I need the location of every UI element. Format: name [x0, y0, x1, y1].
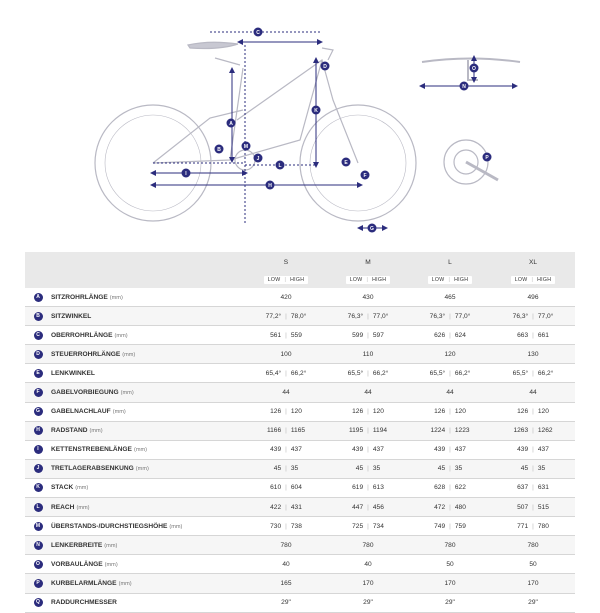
value-cell: [327, 536, 409, 555]
value-low: 120: [444, 350, 456, 358]
row-label: VORBAULÄNGE: [51, 560, 103, 568]
value-cell: 730 | 738: [270, 522, 302, 530]
value-cell: [491, 345, 575, 364]
value-cell: [245, 574, 327, 593]
value-cell: [409, 383, 491, 402]
value-cell: [245, 555, 327, 574]
value-low: 619: [352, 484, 364, 492]
value-cell: 76,3° | 77,0°: [512, 312, 554, 320]
value-cell: 439 | 437: [352, 446, 384, 454]
value-cell: 126 | 120: [270, 408, 302, 416]
value-low: 170: [444, 579, 456, 587]
diagram-badge-b: [215, 145, 224, 154]
value-cell: 439 | 437: [434, 446, 466, 454]
row-unit: (mm): [112, 409, 126, 416]
row-letter-badge: D: [34, 350, 43, 359]
value-cell: 45 | 35: [437, 465, 463, 473]
row-unit: (mm): [109, 294, 123, 301]
diagram-badge-c: [254, 28, 263, 37]
value-high: 66,2°: [290, 369, 307, 377]
value-high: 1165: [290, 427, 306, 435]
value-low: 45: [355, 465, 364, 473]
value-cell: 1195 | 1194: [348, 427, 388, 435]
value-low: 77,2°: [265, 312, 282, 320]
row-unit: (mm): [120, 390, 134, 397]
value-high: 120: [537, 408, 549, 416]
value-low: 76,3°: [347, 312, 364, 320]
table-row: [25, 307, 575, 326]
value-low: 100: [280, 350, 292, 358]
svg-text:D: D: [323, 63, 327, 70]
value-low: 1263: [513, 427, 529, 435]
diagram-badge-e: [342, 158, 351, 167]
diagram-badge-j: [254, 154, 263, 163]
value-cell: [327, 288, 409, 307]
row-letter-badge: G: [34, 407, 43, 416]
value-low: 771: [517, 522, 529, 530]
value-low: 465: [444, 293, 456, 301]
value-high: 456: [372, 503, 384, 511]
svg-text:G: G: [370, 225, 374, 232]
table-row: [25, 478, 575, 497]
value-cell: [245, 593, 327, 612]
value-low: 420: [280, 293, 292, 301]
value-cell: 65,4° | 66,2°: [265, 369, 307, 377]
row-unit: (mm): [76, 504, 90, 511]
row-letter-badge: O: [34, 560, 43, 569]
value-cell: 65,5° | 66,2°: [429, 369, 471, 377]
row-unit: (mm): [104, 542, 118, 549]
row-unit: (mm): [122, 351, 136, 358]
row-label: LENKERBREITE: [51, 541, 103, 549]
row-label: LENKWINKEL: [51, 369, 95, 377]
value-cell: 749 | 759: [434, 522, 466, 530]
value-low: 29": [445, 599, 455, 607]
value-low: 439: [352, 446, 364, 454]
value-low: 126: [434, 408, 446, 416]
value-cell: [491, 536, 575, 555]
value-low: 610: [270, 484, 282, 492]
size-header-xl: XL: [491, 252, 575, 272]
row-letter-badge: Q: [34, 598, 43, 607]
value-cell: 628 | 622: [434, 484, 466, 492]
row-letter-badge: H: [34, 426, 43, 435]
table-row: [25, 402, 575, 421]
value-cell: [409, 593, 491, 612]
size-header-m: M: [327, 252, 409, 272]
geometry-table-body: [25, 288, 575, 612]
value-high: 622: [454, 484, 466, 492]
handlebar-detail: [422, 59, 520, 63]
value-low: 439: [434, 446, 446, 454]
row-letter-badge: E: [34, 369, 43, 378]
value-high: 437: [454, 446, 466, 454]
diagram-badge-g: [368, 224, 377, 233]
bike-geometry-diagram: [0, 0, 600, 240]
value-high: 35: [454, 465, 463, 473]
value-high: 77,0°: [537, 312, 554, 320]
value-low: 130: [527, 350, 539, 358]
value-low: 780: [362, 541, 374, 549]
dimension-lines: [153, 29, 515, 228]
value-low: 44: [282, 389, 290, 397]
value-high: 624: [454, 331, 466, 339]
value-cell: [245, 383, 327, 402]
value-low: 76,3°: [429, 312, 446, 320]
value-cell: [245, 536, 327, 555]
value-high: 515: [537, 503, 549, 511]
row-label: GABELNACHLAUF: [51, 408, 111, 416]
value-cell: [409, 288, 491, 307]
size-header-l: L: [409, 252, 491, 272]
value-cell: [245, 345, 327, 364]
svg-text:A: A: [229, 120, 233, 127]
size-header-row: [25, 252, 575, 272]
diagram-badge-n: [460, 82, 469, 91]
value-high: 120: [454, 408, 466, 416]
value-cell: 1263 | 1262: [513, 427, 553, 435]
low-high-header-row: [25, 272, 575, 288]
value-low: 430: [362, 293, 374, 301]
stem: [322, 48, 333, 60]
value-high: 734: [372, 522, 384, 530]
value-cell: [327, 345, 409, 364]
value-cell: 126 | 120: [434, 408, 466, 416]
value-low: 422: [270, 503, 282, 511]
table-row: [25, 459, 575, 478]
value-cell: [409, 555, 491, 574]
geometry-table: [25, 252, 575, 613]
table-row: [25, 498, 575, 517]
value-cell: 447 | 456: [352, 503, 384, 511]
value-low: 40: [364, 560, 372, 568]
table-row: [25, 536, 575, 555]
diagram-badge-d: [321, 62, 330, 71]
svg-text:F: F: [363, 172, 367, 179]
value-low: 65,5°: [512, 369, 529, 377]
value-low: 749: [434, 522, 446, 530]
value-cell: [245, 288, 327, 307]
value-cell: 126 | 120: [517, 408, 549, 416]
value-cell: 619 | 613: [352, 484, 384, 492]
diagram-badge-k: [312, 106, 321, 115]
value-high: 35: [372, 465, 381, 473]
value-high: 120: [372, 408, 384, 416]
value-cell: [327, 593, 409, 612]
diagram-badges: [182, 28, 492, 233]
value-high: 661: [537, 331, 549, 339]
svg-text:B: B: [217, 146, 221, 153]
row-label: OBERROHRLÄNGE: [51, 331, 113, 339]
row-label: TRETLAGERABSENKUNG: [51, 465, 134, 473]
value-high: 1194: [372, 427, 388, 435]
value-high: 559: [290, 331, 302, 339]
value-low: 730: [270, 522, 282, 530]
value-cell: 77,2° | 78,0°: [265, 312, 307, 320]
row-label: REACH: [51, 503, 75, 511]
diagram-badge-a: [227, 119, 236, 128]
value-cell: 626 | 624: [434, 331, 466, 339]
table-row: [25, 593, 575, 612]
value-high: 1223: [454, 427, 470, 435]
diagram-badge-o: [470, 64, 479, 73]
value-low: 45: [437, 465, 446, 473]
value-high: 431: [290, 503, 302, 511]
table-row: [25, 574, 575, 593]
value-high: 437: [290, 446, 302, 454]
value-low: 44: [364, 389, 372, 397]
value-cell: [491, 593, 575, 612]
value-high: 631: [537, 484, 549, 492]
value-low: 44: [529, 389, 537, 397]
row-unit: (mm): [135, 466, 149, 473]
value-low: 50: [446, 560, 454, 568]
row-unit: (mm): [133, 447, 148, 454]
table-row: [25, 345, 575, 364]
value-low: 65,4°: [265, 369, 282, 377]
row-unit: (mm): [75, 485, 89, 492]
row-label: KURBELARMLÄNGE: [51, 579, 117, 587]
low-high-label: LOW | HIGH: [346, 276, 391, 284]
value-cell: 45 | 35: [273, 465, 299, 473]
table-row: [25, 383, 575, 402]
value-low: 780: [280, 541, 292, 549]
row-unit: (mm): [89, 428, 103, 435]
value-cell: 65,5° | 66,2°: [512, 369, 554, 377]
value-low: 65,5°: [429, 369, 446, 377]
row-unit: (mm): [118, 580, 132, 587]
value-high: 35: [537, 465, 546, 473]
value-low: 29": [528, 599, 538, 607]
size-header-s: S: [245, 252, 327, 272]
value-low: 126: [270, 408, 282, 416]
value-cell: [491, 288, 575, 307]
value-high: 437: [372, 446, 384, 454]
value-high: 780: [537, 522, 549, 530]
diagram-badge-i: [182, 169, 191, 178]
svg-text:O: O: [472, 65, 476, 72]
value-cell: 439 | 437: [270, 446, 302, 454]
value-low: 628: [434, 484, 446, 492]
table-row: [25, 326, 575, 345]
value-cell: 76,3° | 77,0°: [429, 312, 471, 320]
value-cell: [409, 536, 491, 555]
value-low: 626: [434, 331, 446, 339]
saddle: [188, 42, 238, 48]
value-high: 35: [290, 465, 299, 473]
value-cell: 1166 | 1165: [266, 427, 306, 435]
value-cell: [491, 574, 575, 593]
svg-text:K: K: [314, 107, 318, 114]
table-row: [25, 288, 575, 307]
row-label: STACK: [51, 484, 74, 492]
value-cell: 561 | 559: [270, 331, 302, 339]
diagram-badge-m: [242, 142, 251, 151]
value-cell: 422 | 431: [270, 503, 302, 511]
row-label: ÜBERSTANDS-/DURCHSTIEGSHÖHE: [51, 522, 168, 530]
row-letter-badge: M: [34, 522, 43, 531]
row-letter-badge: I: [34, 445, 43, 454]
value-cell: 507 | 515: [517, 503, 549, 511]
row-label: KETTENSTREBENLÄNGE: [51, 446, 132, 454]
table-row: [25, 440, 575, 459]
svg-text:N: N: [462, 83, 466, 90]
value-cell: 45 | 35: [520, 465, 546, 473]
row-label: SITZWINKEL: [51, 312, 92, 320]
row-letter-badge: L: [34, 503, 43, 512]
diagram-badge-p: [483, 153, 492, 162]
row-letter-badge: C: [34, 331, 43, 340]
value-low: 599: [352, 331, 364, 339]
value-high: 480: [454, 503, 466, 511]
row-letter-badge: J: [34, 464, 43, 473]
row-letter-badge: K: [34, 483, 43, 492]
row-unit: (mm): [114, 332, 128, 339]
value-cell: 599 | 597: [352, 331, 384, 339]
value-low: 45: [273, 465, 282, 473]
value-low: 29": [281, 599, 291, 607]
value-cell: [327, 574, 409, 593]
row-label: RADDURCHMESSER: [51, 599, 117, 607]
value-low: 170: [362, 579, 374, 587]
value-high: 1262: [537, 427, 553, 435]
svg-text:I: I: [185, 170, 187, 177]
row-label: STEUERROHRLÄNGE: [51, 350, 121, 358]
value-cell: [327, 555, 409, 574]
value-low: 472: [434, 503, 446, 511]
value-cell: [409, 345, 491, 364]
svg-text:J: J: [256, 155, 260, 162]
row-label: SITZROHRLÄNGE: [51, 293, 108, 301]
value-low: 663: [517, 331, 529, 339]
value-low: 1166: [266, 427, 282, 435]
value-high: 66,2°: [372, 369, 389, 377]
value-cell: [491, 383, 575, 402]
row-letter-badge: A: [34, 293, 43, 302]
value-low: 507: [517, 503, 529, 511]
table-row: [25, 517, 575, 536]
value-cell: 610 | 604: [270, 484, 302, 492]
value-low: 44: [446, 389, 454, 397]
value-high: 613: [372, 484, 384, 492]
value-low: 725: [352, 522, 364, 530]
value-cell: 65,5° | 66,2°: [347, 369, 389, 377]
value-low: 1195: [348, 427, 364, 435]
low-high-label: LOW | HIGH: [264, 276, 309, 284]
value-cell: [409, 574, 491, 593]
row-letter-badge: N: [34, 541, 43, 550]
value-high: 759: [454, 522, 466, 530]
value-cell: [327, 383, 409, 402]
value-high: 77,0°: [372, 312, 389, 320]
value-low: 65,5°: [347, 369, 364, 377]
value-cell: 771 | 780: [517, 522, 549, 530]
row-letter-badge: P: [34, 579, 43, 588]
row-unit: (mm): [169, 523, 183, 530]
value-cell: 725 | 734: [352, 522, 384, 530]
diagram-badge-h: [266, 181, 275, 190]
table-row: [25, 555, 575, 574]
frame: [153, 60, 358, 163]
value-high: 604: [290, 484, 302, 492]
value-high: 77,0°: [454, 312, 471, 320]
value-low: 126: [352, 408, 364, 416]
value-cell: 637 | 631: [517, 484, 549, 492]
bike-outline: [95, 42, 520, 221]
value-low: 780: [444, 541, 456, 549]
value-low: 45: [520, 465, 529, 473]
value-low: 637: [517, 484, 529, 492]
value-high: 437: [537, 446, 549, 454]
svg-text:P: P: [485, 154, 489, 161]
low-high-label: LOW | HIGH: [511, 276, 556, 284]
row-letter-badge: B: [34, 312, 43, 321]
svg-text:C: C: [256, 29, 260, 36]
value-low: 1224: [430, 427, 446, 435]
value-cell: 1224 | 1223: [430, 427, 470, 435]
value-high: 738: [290, 522, 302, 530]
value-low: 50: [529, 560, 537, 568]
svg-text:L: L: [278, 162, 282, 169]
value-low: 76,3°: [512, 312, 529, 320]
value-high: 597: [372, 331, 384, 339]
value-cell: 126 | 120: [352, 408, 384, 416]
value-cell: 663 | 661: [517, 331, 549, 339]
value-high: 66,2°: [454, 369, 471, 377]
value-low: 561: [270, 331, 282, 339]
value-low: 439: [270, 446, 282, 454]
row-letter-badge: F: [34, 388, 43, 397]
value-low: 780: [527, 541, 539, 549]
value-high: 120: [290, 408, 302, 416]
value-cell: [491, 555, 575, 574]
value-cell: 76,3° | 77,0°: [347, 312, 389, 320]
row-unit: (mm): [104, 561, 118, 568]
row-label: RADSTAND: [51, 427, 88, 435]
svg-text:M: M: [243, 143, 249, 150]
table-row: [25, 364, 575, 383]
diagram-badge-l: [276, 161, 285, 170]
value-high: 78,0°: [290, 312, 307, 320]
value-low: 439: [517, 446, 529, 454]
value-low: 496: [527, 293, 539, 301]
value-low: 29": [363, 599, 373, 607]
value-low: 40: [282, 560, 290, 568]
row-label: GABELVORBIEGUNG: [51, 389, 119, 397]
value-high: 66,2°: [537, 369, 554, 377]
svg-text:E: E: [344, 159, 348, 166]
value-low: 126: [517, 408, 529, 416]
value-cell: 439 | 437: [517, 446, 549, 454]
value-low: 170: [527, 579, 539, 587]
table-row: [25, 421, 575, 440]
low-high-label: LOW | HIGH: [428, 276, 473, 284]
value-cell: 472 | 480: [434, 503, 466, 511]
value-low: 110: [362, 350, 374, 358]
value-low: 165: [280, 579, 292, 587]
diagram-badge-f: [361, 171, 370, 180]
value-low: 447: [352, 503, 364, 511]
value-cell: 45 | 35: [355, 465, 381, 473]
svg-text:H: H: [268, 182, 272, 189]
